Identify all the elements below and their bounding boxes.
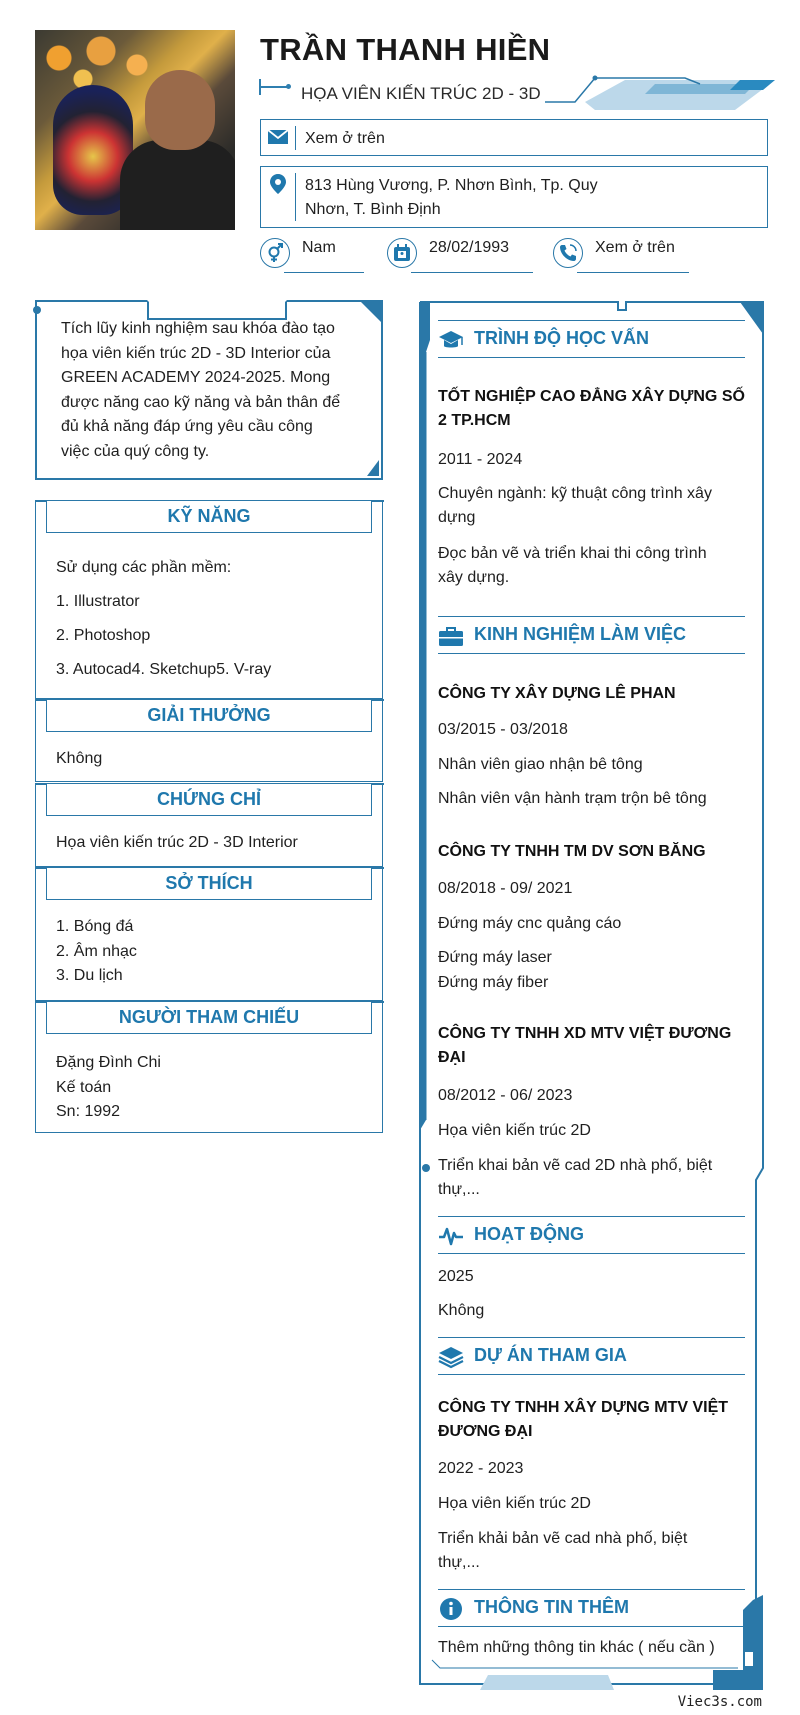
education-major: Chuyên ngành: kỹ thuật công trình xây dựng bbox=[438, 485, 712, 526]
job-1-line-1: Nhân viên giao nhận bê tông bbox=[438, 756, 643, 773]
graduation-cap-icon bbox=[438, 328, 464, 352]
job-1-company: CÔNG TY XÂY DỰNG LÊ PHAN bbox=[438, 685, 676, 702]
profile-photo bbox=[35, 30, 235, 230]
address-box bbox=[260, 166, 768, 228]
job-3-line-1: Họa viên kiến trúc 2D bbox=[438, 1122, 591, 1139]
job-2-period: 08/2018 - 09/ 2021 bbox=[438, 880, 573, 897]
projects-heading: DỰ ÁN THAM GIA bbox=[438, 1337, 745, 1375]
extra-info-text: Thêm những thông tin khác ( nếu cần ) bbox=[438, 1639, 715, 1656]
email-value: Xem ở trên bbox=[305, 130, 385, 147]
gender-info: Nam bbox=[260, 234, 370, 274]
extra-info-heading: THÔNG TIN THÊM bbox=[438, 1589, 745, 1627]
career-objective-text: Tích lũy kinh nghiệm sau khóa đào tạo họa viên kiến trúc 2D - 3D Interior của GREEN ACADEMY 2024-2025. Mong được năng cao kỹ năng và bản thân để đủ khả năng đáp ứng yêu cầu công việc của quý công ty. bbox=[61, 320, 341, 460]
header-decoration bbox=[535, 72, 775, 118]
awards-section: GIẢI THƯỞNG Không bbox=[35, 699, 383, 782]
candidate-name: TRẦN THANH HIỀN bbox=[260, 32, 551, 67]
education-description: Đọc bản vẽ và triển khai thi công trình xây dựng. bbox=[438, 545, 707, 586]
experience-heading: KINH NGHIỆM LÀM VIỆC bbox=[438, 616, 745, 654]
activities-desc: Không bbox=[438, 1302, 485, 1319]
calendar-icon bbox=[392, 243, 412, 263]
references-heading: NGƯỜI THAM CHIẾU bbox=[46, 1001, 372, 1034]
education-school: TỐT NGHIỆP CAO ĐẲNG XÂY DỰNG SỐ 2 TP.HCM bbox=[438, 388, 745, 429]
education-period: 2011 - 2024 bbox=[438, 451, 523, 468]
job-3-company: CÔNG TY TNHH XD MTV VIỆT ĐƯƠNG ĐẠI bbox=[438, 1025, 732, 1066]
education-heading: TRÌNH ĐỘ HỌC VẤN bbox=[438, 320, 745, 358]
phone-info: Xem ở trên bbox=[553, 234, 693, 274]
job-3-period: 08/2012 - 06/ 2023 bbox=[438, 1087, 573, 1104]
job-2-line-3: Đứng máy fiber bbox=[438, 974, 549, 991]
address-value: 813 Hùng Vương, P. Nhơn Bình, Tp. Quy Nhơn, T. Bình Định bbox=[305, 177, 598, 218]
location-pin-icon bbox=[267, 173, 289, 195]
hobbies-heading: SỞ THÍCH bbox=[46, 867, 372, 900]
skills-section bbox=[35, 500, 383, 699]
heartbeat-icon bbox=[438, 1224, 464, 1248]
project-description: Triển khải bản vẽ cad nhà phố, biệt thự,... bbox=[438, 1530, 688, 1571]
email-icon bbox=[267, 126, 289, 148]
gender-icon bbox=[265, 243, 285, 263]
awards-heading: GIẢI THƯỞNG bbox=[46, 699, 372, 732]
skills-list: Sử dụng các phần mềm: 1. Illustrator 2. Photoshop 3. Autocad4. Sketchup5. V-ray bbox=[56, 559, 272, 678]
title-decor-line bbox=[260, 86, 288, 88]
certificates-section: CHỨNG CHỈ Họa viên kiến trúc 2D - 3D Interior bbox=[35, 783, 383, 867]
job-1-period: 03/2015 - 03/2018 bbox=[438, 721, 568, 738]
job-2-company: CÔNG TY TNHH TM DV SƠN BĂNG bbox=[438, 843, 706, 860]
email-box bbox=[260, 119, 768, 156]
layers-icon bbox=[438, 1345, 464, 1369]
hobbies-section: SỞ THÍCH 1. Bóng đá 2. Âm nhạc 3. Du lịch bbox=[35, 867, 383, 1001]
birthday-info: 28/02/1993 bbox=[387, 234, 537, 274]
career-objective-box bbox=[35, 300, 383, 480]
references-section: NGƯỜI THAM CHIẾU Đặng Đình Chi Kế toán Sn: 1992 bbox=[35, 1001, 383, 1133]
activities-year: 2025 bbox=[438, 1268, 474, 1285]
certificates-heading: CHỨNG CHỈ bbox=[46, 783, 372, 816]
job-2-line-2: Đứng máy laser bbox=[438, 949, 552, 966]
project-period: 2022 - 2023 bbox=[438, 1460, 524, 1477]
job-3-line-2: Triển khai bản vẽ cad 2D nhà phố, biệt thự,... bbox=[438, 1157, 713, 1198]
job-title: HỌA VIÊN KIẾN TRÚC 2D - 3D bbox=[301, 84, 541, 103]
job-1-line-2: Nhân viên vận hành trạm trộn bê tông bbox=[438, 790, 707, 807]
briefcase-icon bbox=[438, 624, 464, 648]
phone-icon bbox=[558, 243, 578, 263]
job-2-line-1: Đứng máy cnc quảng cáo bbox=[438, 915, 622, 932]
footer-brand: Viec3s.com bbox=[677, 1694, 762, 1710]
activities-heading: HOẠT ĐỘNG bbox=[438, 1216, 745, 1254]
skills-heading: KỸ NĂNG bbox=[46, 500, 372, 533]
info-icon bbox=[438, 1597, 464, 1621]
project-company: CÔNG TY TNHH XÂY DỰNG MTV VIỆT ĐƯƠNG ĐẠI bbox=[438, 1399, 729, 1440]
project-role: Họa viên kiến trúc 2D bbox=[438, 1495, 591, 1512]
